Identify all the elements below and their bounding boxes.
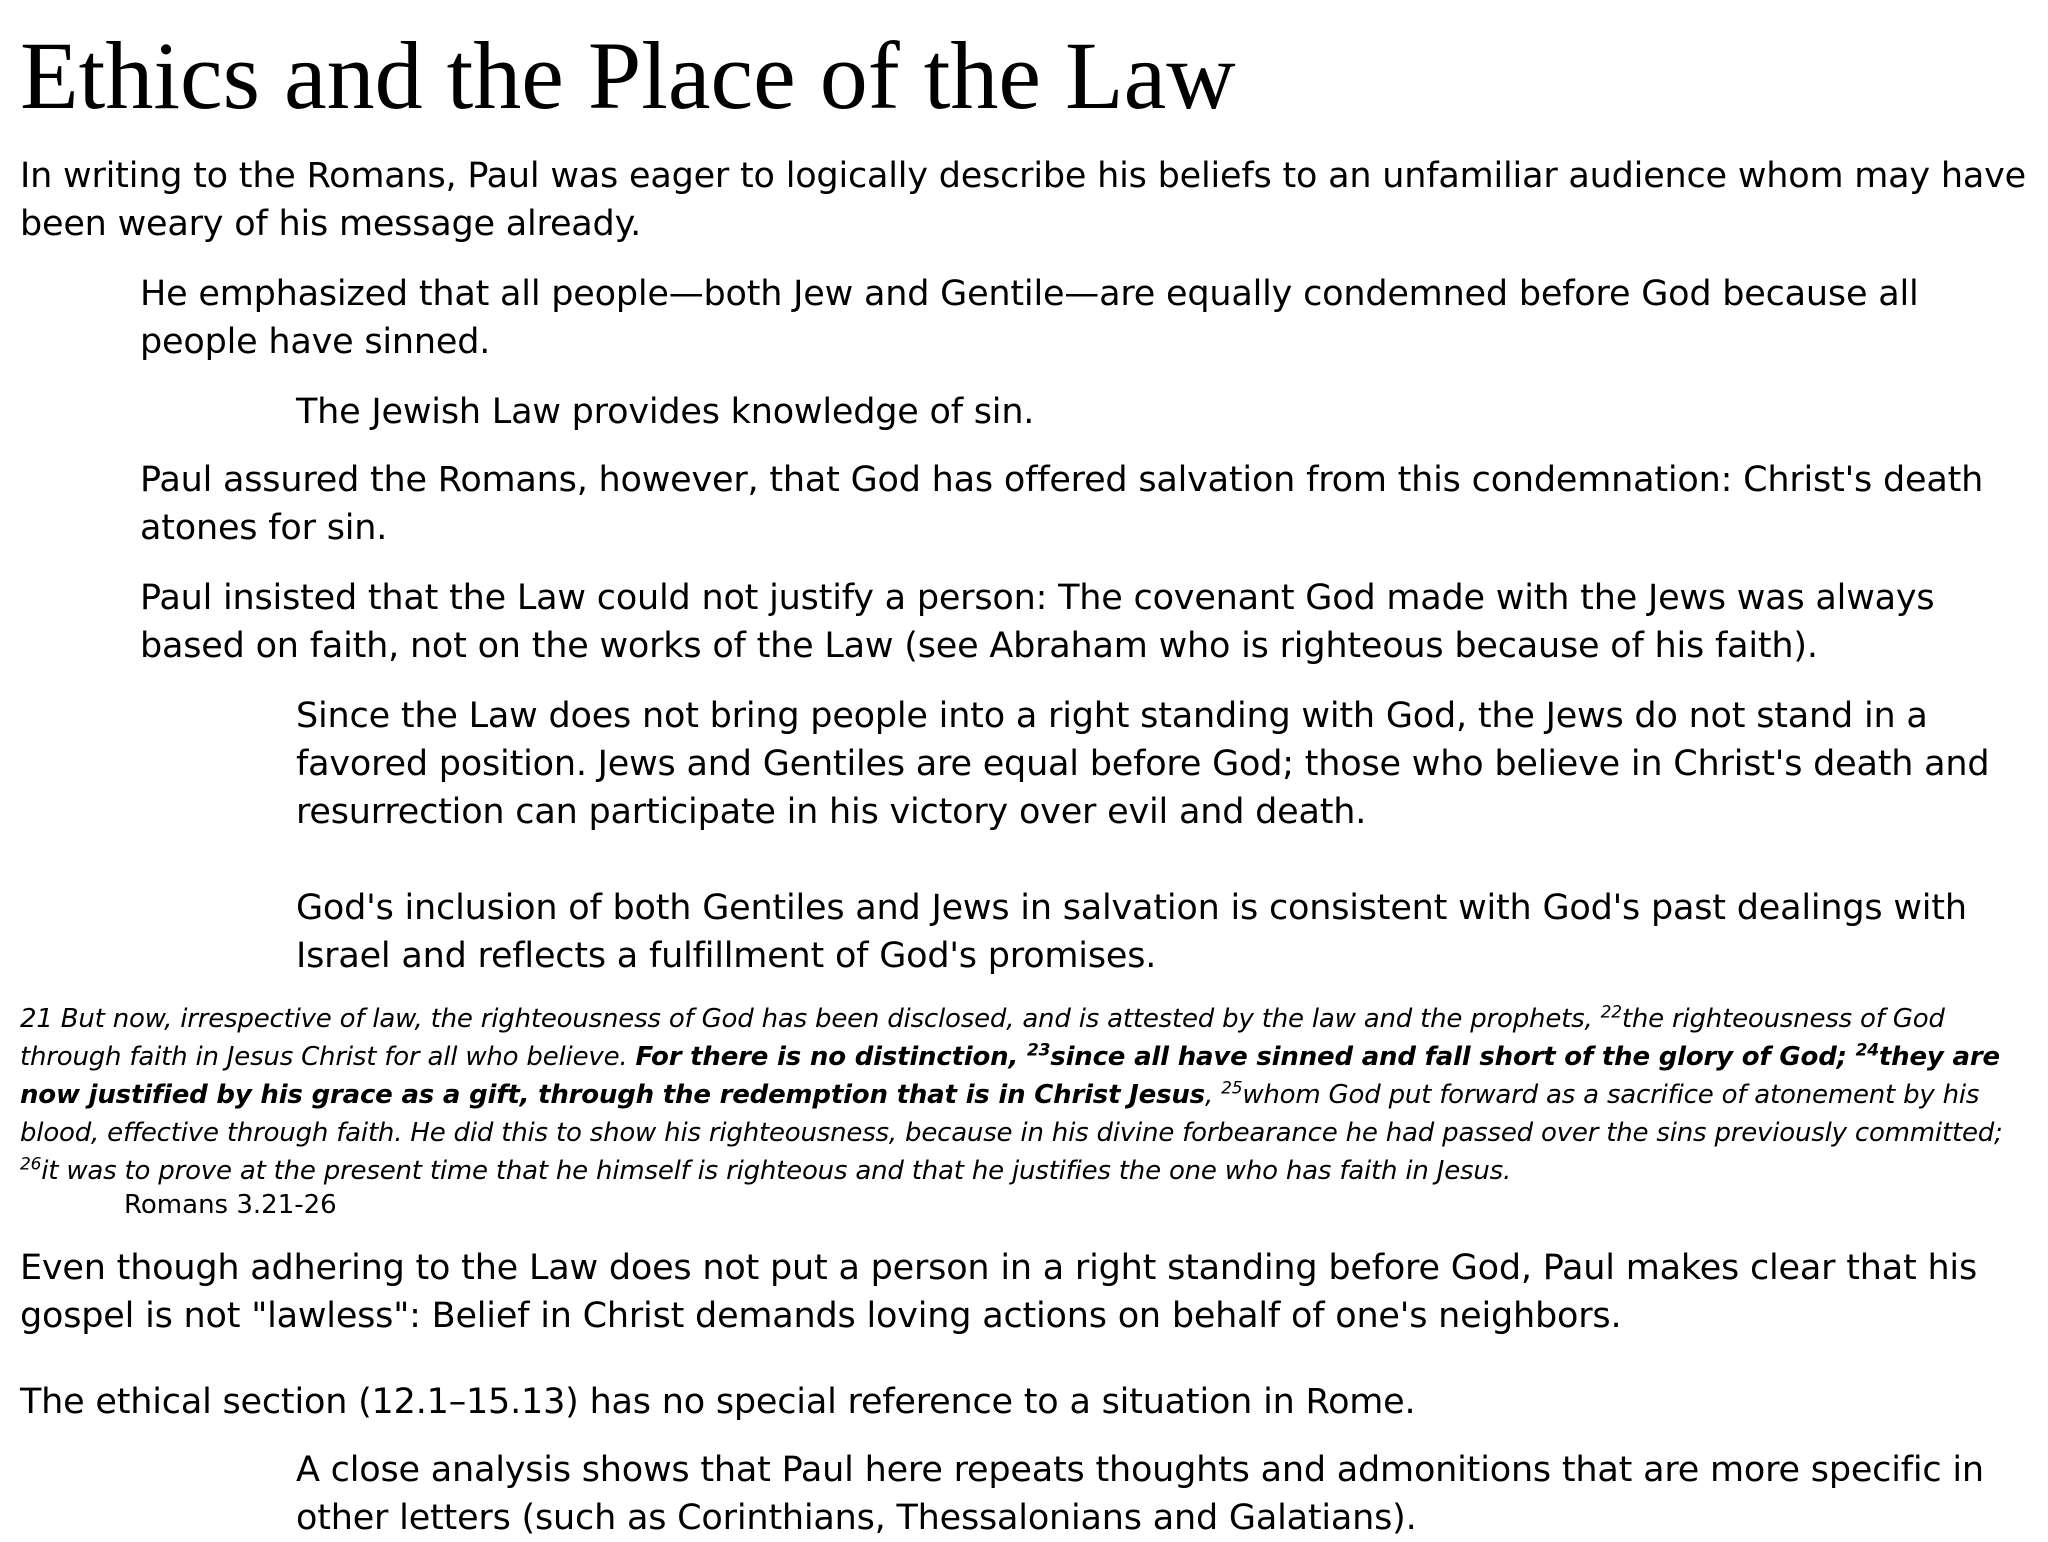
quote-text: whom God put forward as a sacrifice of atonement by his blood, effective through faith. He did this to show his righteousness, because in his divine forbearance he had passed over the sins previously committed; — [20, 1080, 2003, 1148]
quote-emphasis: they are now justified by his grace as a gift, through the redemption that is in Christ Jesus — [20, 1042, 2000, 1110]
intro-paragraph: In writing to the Romans, Paul was eager to logically describe his beliefs to an unfamiliar audience whom may have been weary of his message already. — [20, 156, 2026, 244]
point-not-justify: Paul insisted that the Law could not justify a person: The covenant God made with the Jews was always based on faith, not on the works of the Law (see Abraham who is righteous because of his faith). — [140, 578, 1935, 666]
lawless-paragraph: Even though adhering to the Law does not put a person in a right standing before God, Paul makes clear that his gospel is not "lawless": Belief in Christ demands loving actions on behalf of one's neighbors. — [20, 1248, 1977, 1336]
verse-number: 26 — [20, 1154, 42, 1175]
quote-text: , — [1204, 1080, 1222, 1110]
point-condemned: He emphasized that all people—both Jew and Gentile—are equally condemned before God because all people have sinned. — [140, 274, 1919, 362]
close-analysis-paragraph: A close analysis shows that Paul here repeats thoughts and admonitions that are more specific in other letters (such as Corinthians, Thessalonians and Galatians). — [296, 1450, 1984, 1538]
scripture-quote — [20, 1000, 2030, 1190]
slide-title: Ethics and the Place of the Law — [20, 22, 1236, 129]
point-inclusion: God's inclusion of both Gentiles and Jews in salvation is consistent with God's past dealings with Israel and reflects a fulfillment of God's promises. — [296, 888, 1967, 976]
verse-number: 24 — [1855, 1040, 1879, 1061]
verse-number: 22 — [1600, 1002, 1622, 1023]
quote-emphasis: For there is no distinction, — [635, 1042, 1028, 1072]
point-salvation: Paul assured the Romans, however, that God has offered salvation from this condemnation: Christ's death atones for sin. — [140, 460, 1984, 548]
point-equal-before-god: Since the Law does not bring people into a right standing with God, the Jews do not stand in a favored position. Jews and Gentiles are equal before God; those who believe in Christ's death and resurrection can participate in his victory over evil and death. — [296, 696, 1990, 832]
quote-citation: Romans 3.21-26 — [124, 1190, 337, 1220]
quote-text: the righteousness of God through faith in Jesus Christ for all who believe. — [20, 1004, 1945, 1072]
point-law-knowledge: The Jewish Law provides knowledge of sin. — [296, 392, 1035, 432]
verse-number: 23 — [1027, 1040, 1051, 1061]
quote-text: 21 But now, irrespective of law, the righteousness of God has been disclosed, and is attested by the law and the prophets, — [20, 1004, 1601, 1034]
ethical-section-paragraph: The ethical section (12.1–15.13) has no special reference to a situation in Rome. — [20, 1382, 1416, 1422]
quote-text: it was to prove at the present time that he himself is righteous and that he justifies the one who has faith in Jesus. — [41, 1156, 1512, 1186]
verse-number: 25 — [1221, 1078, 1243, 1099]
quote-emphasis: since all have sinned and fall short of the glory of God; — [1050, 1042, 1856, 1072]
